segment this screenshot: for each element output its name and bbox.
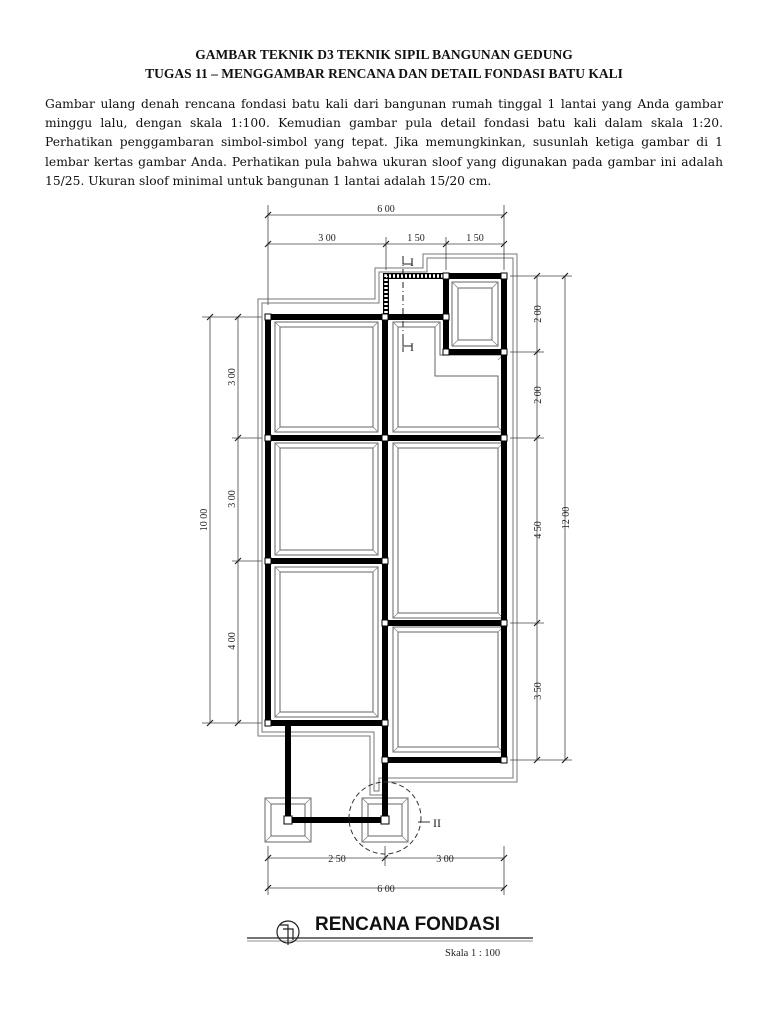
dim-top-b: 1 50 xyxy=(407,233,425,244)
dim-right-d: 3 50 xyxy=(533,682,544,700)
dim-left-total: 10 00 xyxy=(199,508,210,532)
dim-top-a: 3 00 xyxy=(318,233,336,244)
instructions-paragraph: Gambar ulang denah rencana fondasi batu kali dari bangunan rumah tinggal 1 lantai yang Anda gambar minggu lalu, dengan skala 1:100. Kemudian gambar pula detail fondasi batu kali dalam skala 1:20. Perhatikan penggambaran simbol-simbol yang tepat. Jika memungkinkan, susunlah ketiga gambar di 1 lembar kertas gambar Anda. Perhatikan pula bahwa ukuran sloof yang digunakan pada gambar ini adalah 15/25. Ukuran sloof minimal untuk bangunan 1 lantai adalah 15/20 cm. xyxy=(45,97,723,188)
title-block xyxy=(247,914,533,959)
header-line-2: TUGAS 11 – MENGGAMBAR RENCANA DAN DETAIL FONDASI BATU KALI xyxy=(145,66,623,81)
dim-right-b: 2 00 xyxy=(533,386,544,404)
dim-bottom-a: 2 50 xyxy=(328,854,346,865)
section-label-bottom: I xyxy=(410,340,414,354)
drawing-scale: Skala 1 : 100 xyxy=(445,948,501,959)
dim-left-b: 3 00 xyxy=(227,490,238,508)
header-line-1: GAMBAR TEKNIK D3 TEKNIK SIPIL BANGUNAN GEDUNG xyxy=(195,47,573,62)
dim-bottom-total: 6 00 xyxy=(377,884,395,895)
dim-top-c: 1 50 xyxy=(466,233,484,244)
section-cut-i xyxy=(403,256,412,352)
dim-right-c: 4 50 xyxy=(533,521,544,539)
hatched-sloof-segment xyxy=(386,276,446,317)
dim-bottom-b: 3 00 xyxy=(436,854,454,865)
dim-top-total: 6 00 xyxy=(377,204,395,215)
detail-label: II xyxy=(433,816,441,830)
sloof-beams xyxy=(268,276,504,820)
dim-left-c: 4 00 xyxy=(227,632,238,650)
dim-right-a: 2 00 xyxy=(533,305,544,323)
drawing-title: RENCANA FONDASI xyxy=(315,914,501,935)
section-label-top: I xyxy=(410,255,414,269)
dim-right-total: 12 00 xyxy=(561,506,572,530)
dim-left-a: 3 00 xyxy=(227,368,238,386)
